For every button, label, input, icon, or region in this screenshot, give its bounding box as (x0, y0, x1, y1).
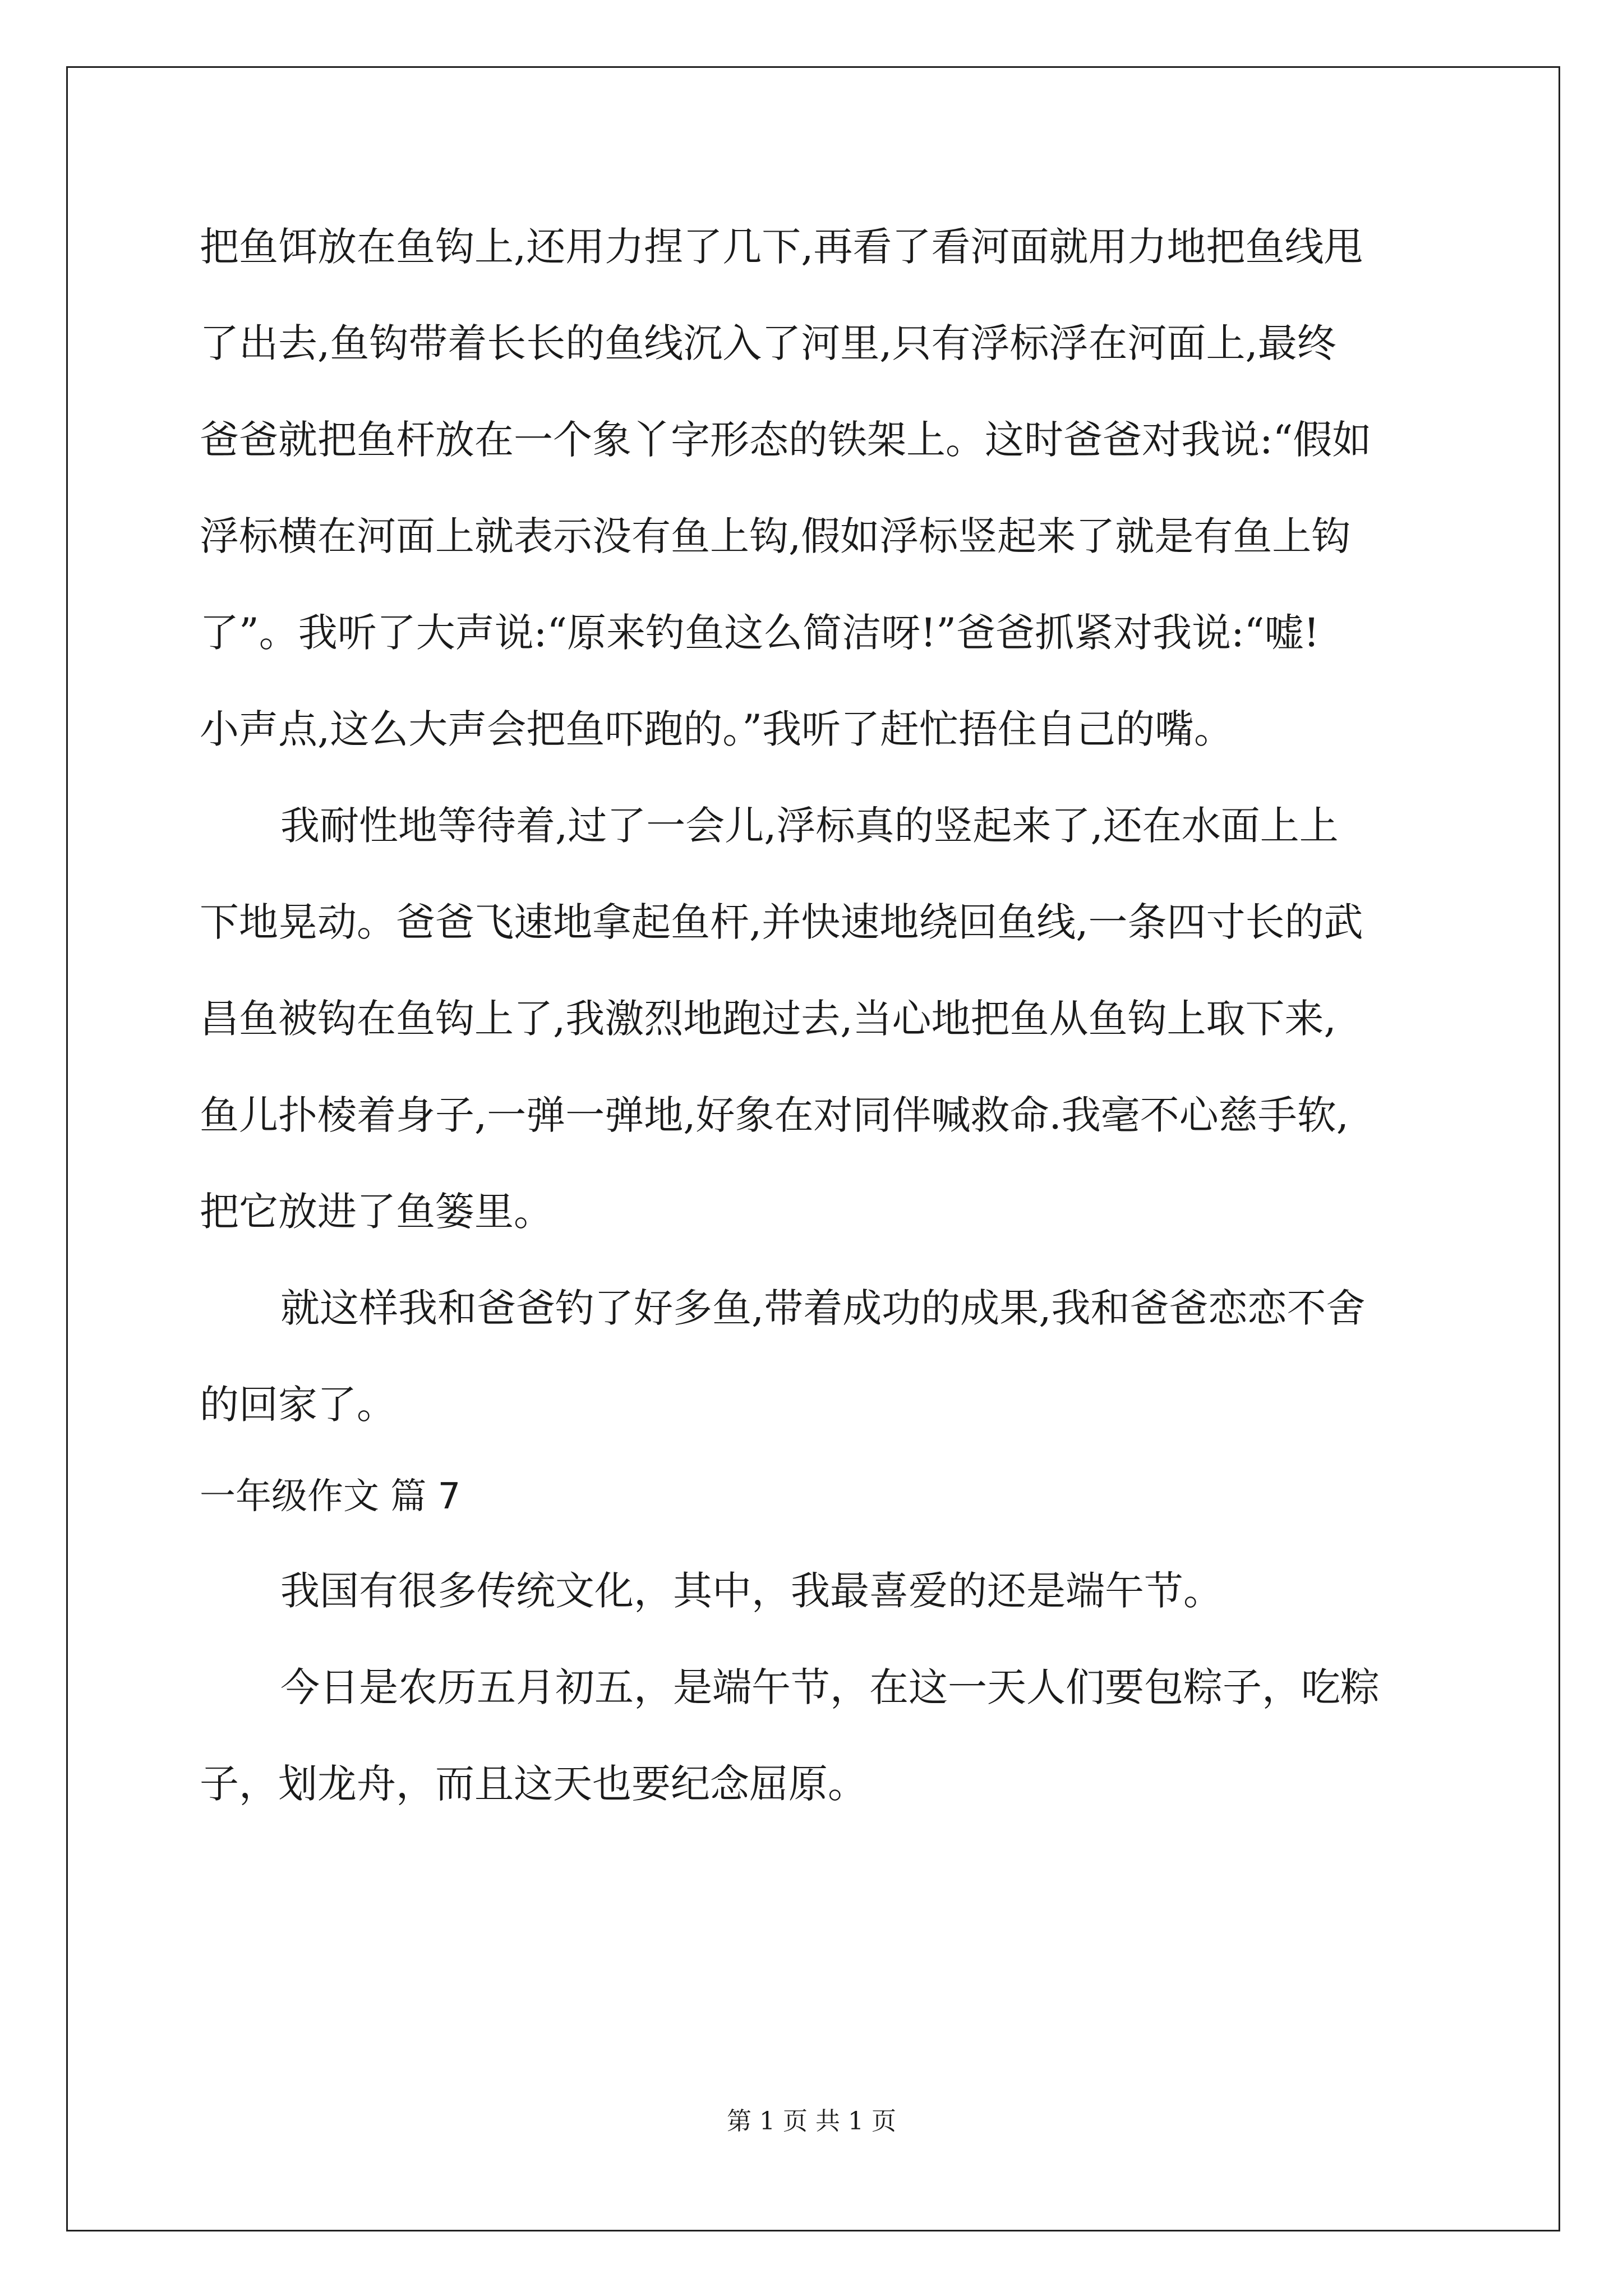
page-number: 第 1 页 共 1 页 (727, 2107, 896, 2136)
section-heading: 一年级作文 篇 7 (200, 1476, 461, 1517)
body-line-16: 子，划龙舟，而且这天也要纪念屈原。 (200, 1761, 867, 1807)
body-line-12: 就这样我和爸爸钓了好多鱼,带着成功的成果,我和爸爸恋恋不舍 (280, 1285, 1366, 1331)
body-line-15: 今日是农历五月初五，是端午节，在这一天人们要包粽子，吃粽 (280, 1664, 1380, 1710)
body-line-9: 昌鱼被钩在鱼钩上了,我激烈地跑过去,当心地把鱼从鱼钩上取下来, (200, 996, 1336, 1042)
body-line-2: 了出去,鱼钩带着长长的鱼线沉入了河里,只有浮标浮在河面上,最终 (200, 320, 1336, 366)
page-border (66, 66, 1560, 2231)
body-line-8: 下地晃动。爸爸飞速地拿起鱼杆,并快速地绕回鱼线,一条四寸长的武 (200, 899, 1363, 945)
body-line-11: 把它放进了鱼篓里。 (200, 1189, 553, 1235)
body-line-7: 我耐性地等待着,过了一会儿,浮标真的竖起来了,还在水面上上 (280, 803, 1339, 849)
body-line-5: 了”。我听了大声说:“原来钓鱼这么简洁呀!”爸爸抓紧对我说:“嘘! (200, 610, 1320, 656)
body-line-13: 的回家了。 (200, 1382, 396, 1428)
body-line-1: 把鱼饵放在鱼钩上,还用力捏了几下,再看了看河面就用力地把鱼线甩 (200, 224, 1363, 270)
body-line-6: 小声点,这么大声会把鱼吓跑的。”我听了赶忙捂住自己的嘴。 (200, 706, 1234, 752)
body-line-14: 我国有很多传统文化，其中，我最喜爱的还是端午节。 (280, 1568, 1223, 1614)
body-line-3: 爸爸就把鱼杆放在一个象丫字形态的铁架上。这时爸爸对我说:“假如 (200, 417, 1372, 463)
body-line-4: 浮标横在河面上就表示没有鱼上钩,假如浮标竖起来了就是有鱼上钩 (200, 513, 1351, 559)
body-line-10: 鱼儿扑棱着身子,一弹一弹地,好象在对同伴喊救命.我毫不心慈手软, (200, 1092, 1349, 1138)
